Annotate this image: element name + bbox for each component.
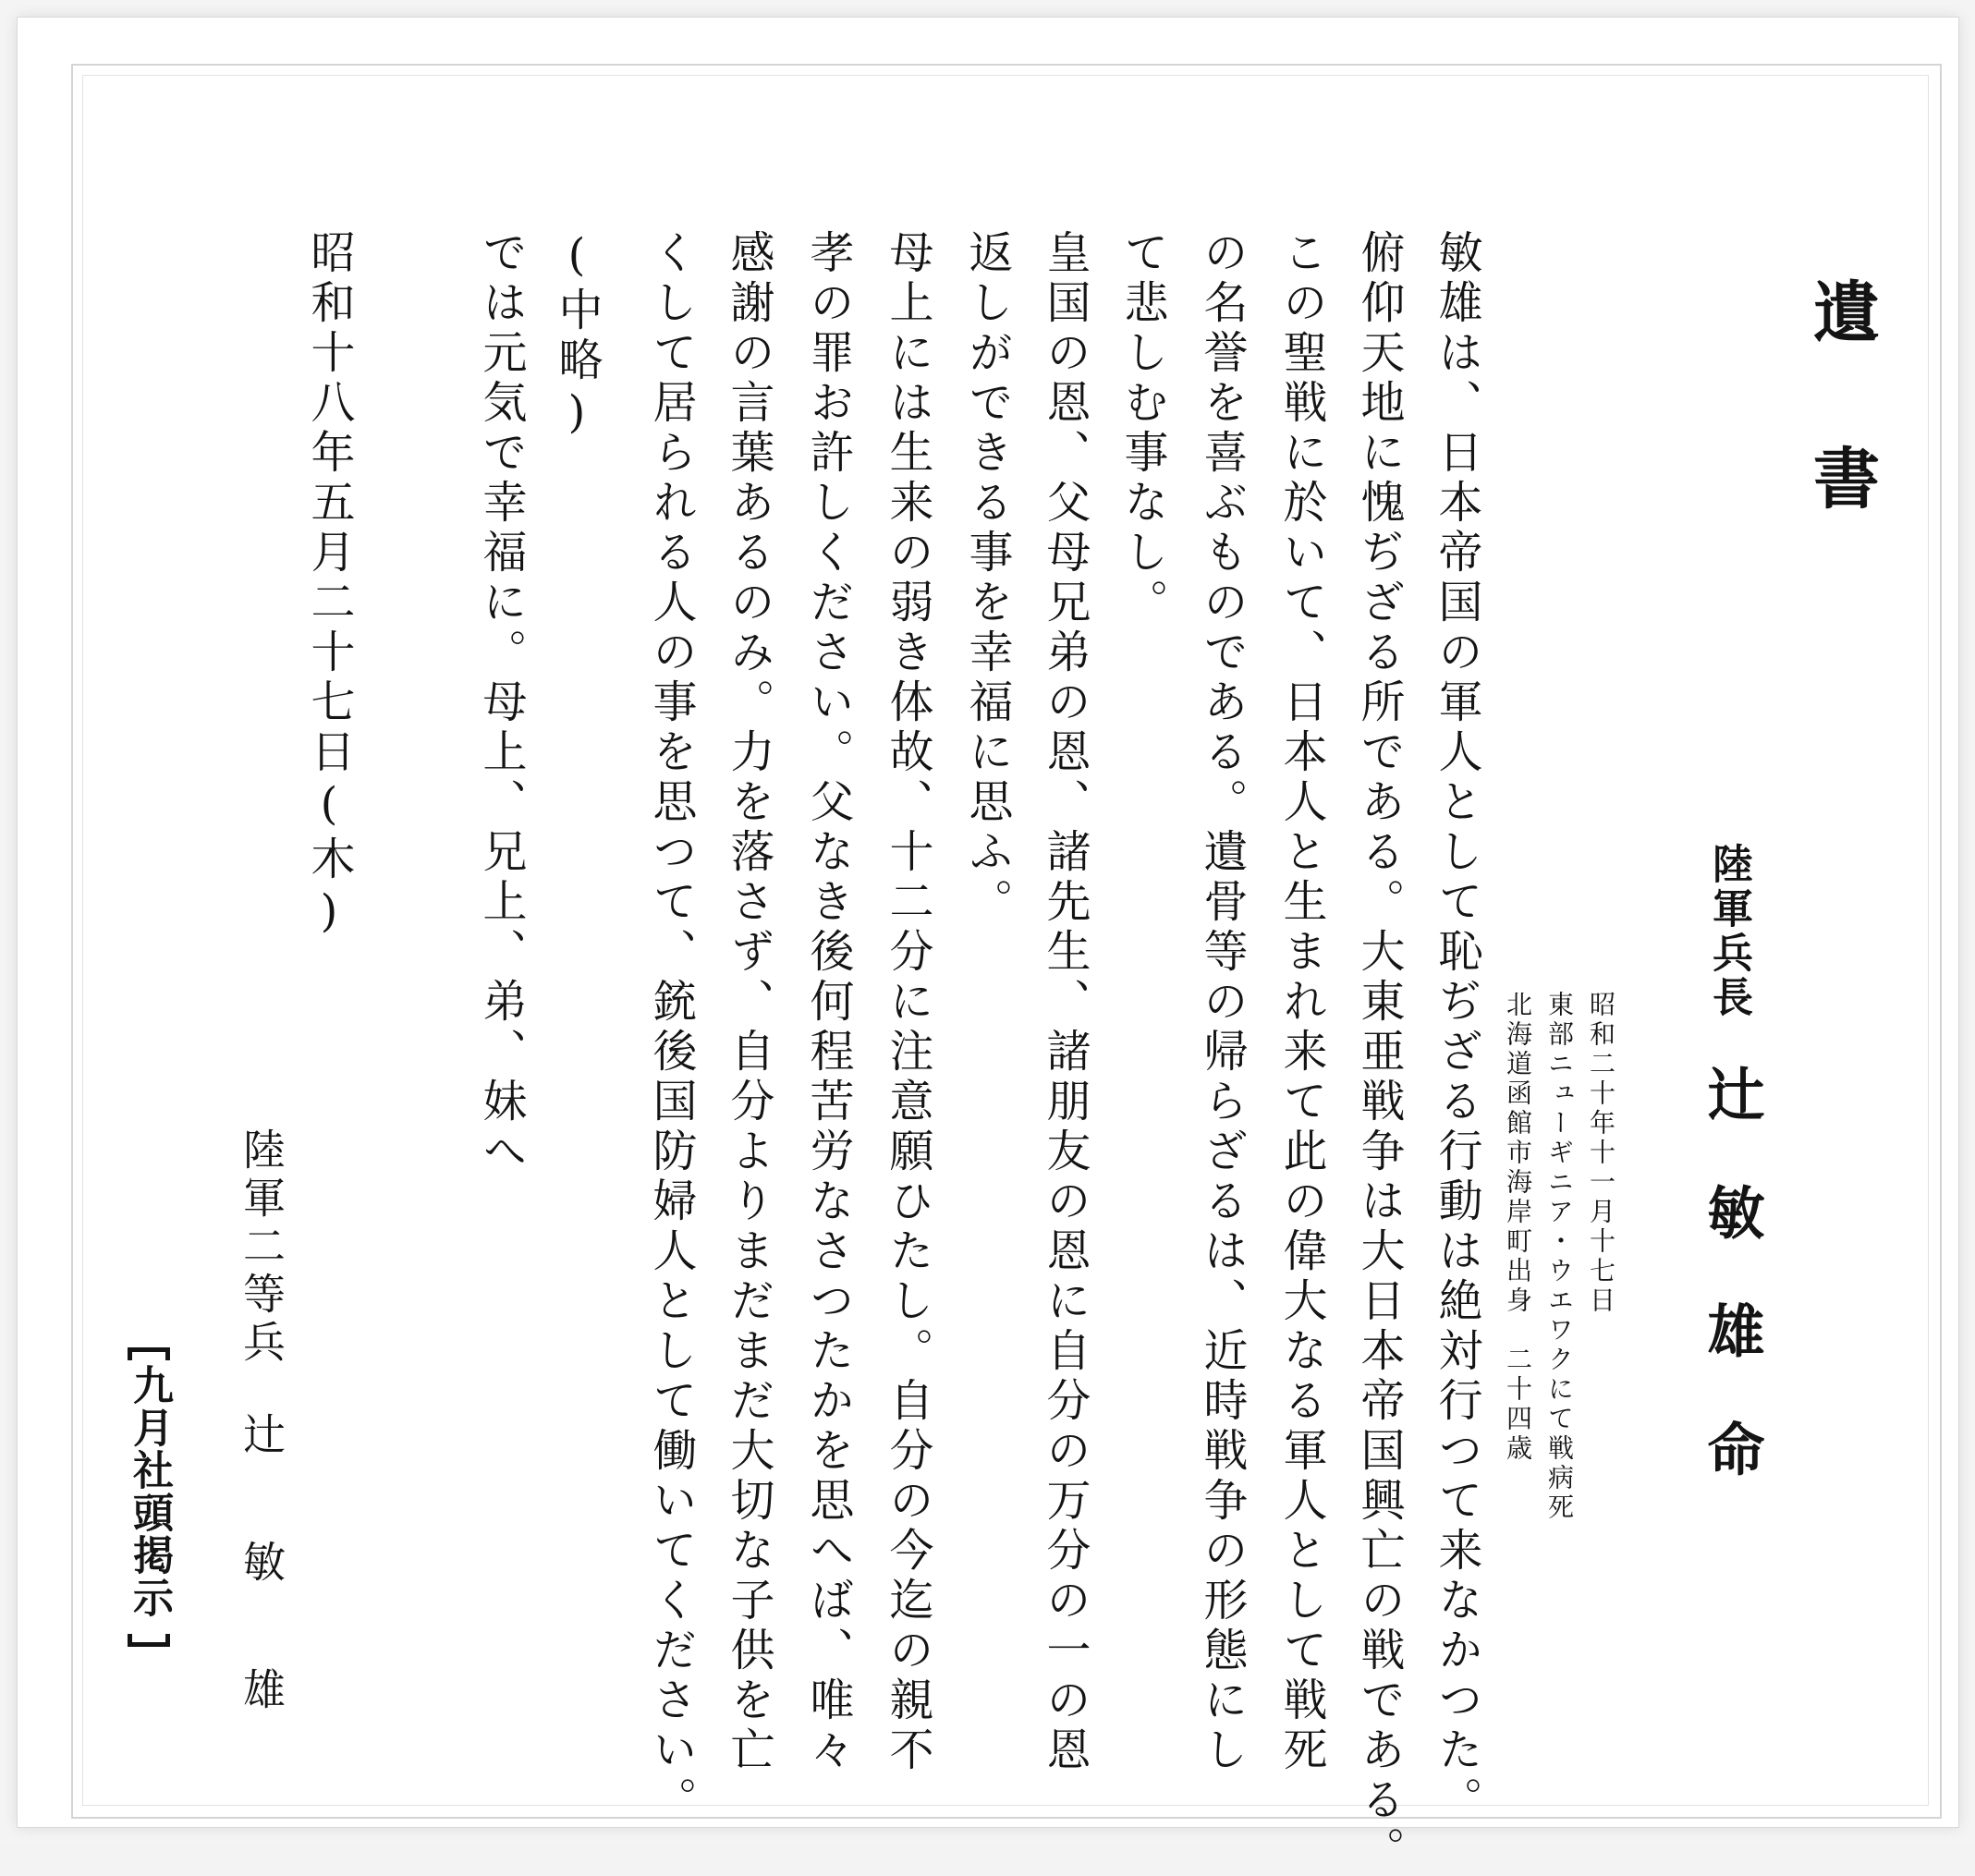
body-line-9: 孝の罪お許しください。父なき後何程苦労なさつたかを思へば、唯々 (802, 229, 854, 1776)
honoree-name: 辻敏雄命 (1698, 1065, 1765, 1538)
signature-name: 辻敏雄 (237, 1412, 286, 1795)
honoree-rank: 陸軍兵長 (1705, 843, 1752, 1020)
body-line-omission: (中略) (551, 229, 603, 444)
honoree-info-date: 昭和二十年十一月十七日 (1586, 991, 1616, 1316)
honoree-info-origin: 北海道函館市海岸町出身 二十四歳 (1503, 991, 1533, 1464)
note-bracket-top (128, 1347, 170, 1360)
body-line-5: て悲しむ事なし。 (1116, 229, 1168, 628)
body-line-4: の名誉を喜ぶものである。遺骨等の帰らざるは、近時戦争の形態にし (1196, 229, 1248, 1776)
body-line-8: 母上には生来の弱き体故、十二分に注意願ひたし。自分の今迄の親不 (882, 229, 933, 1776)
honoree-info-place: 東部ニューギニア・ウエワクにて戦病死 (1544, 991, 1575, 1523)
body-line-12: では元気で幸福に。母上、兄上、弟、妹へ (475, 229, 527, 1177)
letter-date: 昭和十八年五月二十七日(木) (303, 229, 355, 943)
body-line-6: 皇国の恩、父母兄弟の恩、諸先生、諸朋友の恩に自分の万分の一の恩 (1039, 229, 1091, 1776)
body-line-2: 俯仰天地に愧ぢざる所である。大東亜戦争は大日本帝国興亡の戦である。 (1353, 229, 1405, 1876)
note-bracket-bottom (128, 1634, 170, 1647)
body-line-1: 敏雄は、日本帝国の軍人として恥ぢざる行動は絶対行つて来なかつた。 (1431, 229, 1482, 1826)
body-line-11: くして居られる人の事を思つて、銃後国防婦人として働いてください。 (645, 229, 697, 1826)
body-line-10: 感謝の言葉あるのみ。力を落さず、自分よりまだまだ大切な子供を亡 (723, 229, 774, 1776)
body-line-3: この聖戦に於いて、日本人と生まれ来て此の偉大なる軍人として戦死 (1275, 229, 1327, 1776)
signature-rank: 陸軍二等兵 (237, 1127, 286, 1368)
document-title: 遺書 (1802, 277, 1881, 610)
body-line-7: 返しができる事を幸福に思ふ。 (961, 229, 1013, 928)
posting-note: 九月社頭掲示 (126, 1364, 173, 1619)
